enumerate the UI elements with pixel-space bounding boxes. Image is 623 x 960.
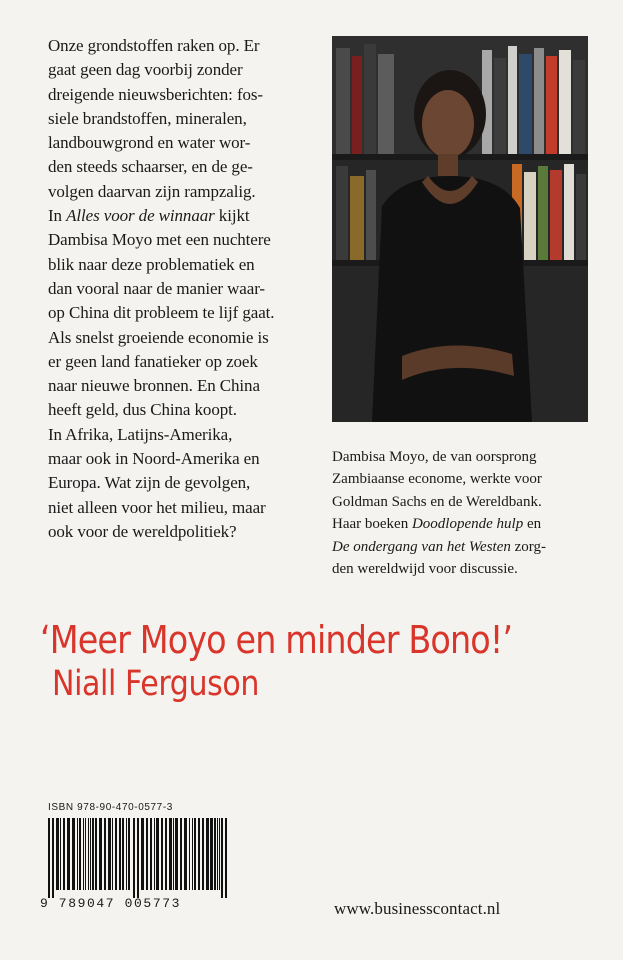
blurb-line: heeft geld, dus China koopt. <box>48 400 237 420</box>
caption-line <box>332 536 602 558</box>
blurb-line: den steeds schaarser, en de ge- <box>48 157 253 177</box>
blurb-line: siele brandstoffen, mineralen, <box>48 108 247 128</box>
book-title: Alles voor de winnaar <box>66 206 215 226</box>
blurb-line: dreigende nieuwsberichten: fos- <box>48 84 263 104</box>
blurb-line: niet alleen voor het milieu, maar <box>48 497 266 517</box>
blurb-line: Onze grondstoffen raken op. Er <box>48 36 260 55</box>
caption-line: Zambiaanse econome, werkte voor <box>332 471 542 488</box>
blurb-line-with-title <box>48 204 328 228</box>
blurb-line: Europa. Wat zijn de gevolgen, <box>48 473 251 493</box>
book-title: Doodlopende hulp <box>411 516 524 533</box>
caption-text: zorg- <box>510 538 546 555</box>
barcode <box>46 818 252 898</box>
author-photo-image <box>332 36 588 422</box>
isbn-label: ISBN 978-90-470-0577-3 <box>48 802 173 813</box>
endorsement-author: Niall Ferguson <box>52 664 259 704</box>
blurb-line: landbouwgrond en water wor- <box>48 133 251 153</box>
caption-line: Goldman Sachs en de Wereldbank. <box>332 493 542 510</box>
blurb-line: er geen land fanatieker op zoek <box>48 351 258 371</box>
blurb-line: dan vooral naar de manier waar- <box>48 278 265 298</box>
blurb-line: ook voor de wereldpolitiek? <box>48 521 237 541</box>
blurb-line: In Afrika, Latijns-Amerika, <box>48 424 233 444</box>
caption-line: den wereldwijd voor discussie. <box>332 561 518 578</box>
blurb-line: blik naar deze problematiek en <box>48 254 255 274</box>
author-photo <box>332 36 588 422</box>
caption-line: Dambisa Moyo, de van oorsprong <box>332 449 537 465</box>
blurb-line: naar nieuwe bronnen. En China <box>48 376 260 396</box>
endorsement-quote: ‘Meer Moyo en minder Bono!’ <box>40 618 513 662</box>
blurb-text: kijkt <box>214 206 250 226</box>
caption-line <box>332 513 602 535</box>
blurb-line: Als snelst groeiende economie is <box>48 327 269 347</box>
blurb-line: maar ook in Noord-Amerika en <box>48 449 260 469</box>
back-cover-blurb <box>48 34 328 544</box>
blurb-text: In <box>48 206 67 226</box>
blurb-line: op China dit probleem te lijf gaat. <box>48 303 275 323</box>
publisher-website: www.businesscontact.nl <box>334 899 501 918</box>
blurb-line: Dambisa Moyo met een nuchtere <box>48 230 271 250</box>
blurb-line: volgen daarvan zijn rampzalig. <box>48 181 256 201</box>
caption-text: en <box>523 516 542 533</box>
book-title: De ondergang van het Westen <box>332 538 511 555</box>
blurb-line: gaat geen dag voorbij zonder <box>48 60 243 80</box>
barcode-number: 9 789047 005773 <box>40 896 182 911</box>
caption-text: Haar boeken <box>332 516 412 533</box>
author-caption <box>332 446 602 580</box>
